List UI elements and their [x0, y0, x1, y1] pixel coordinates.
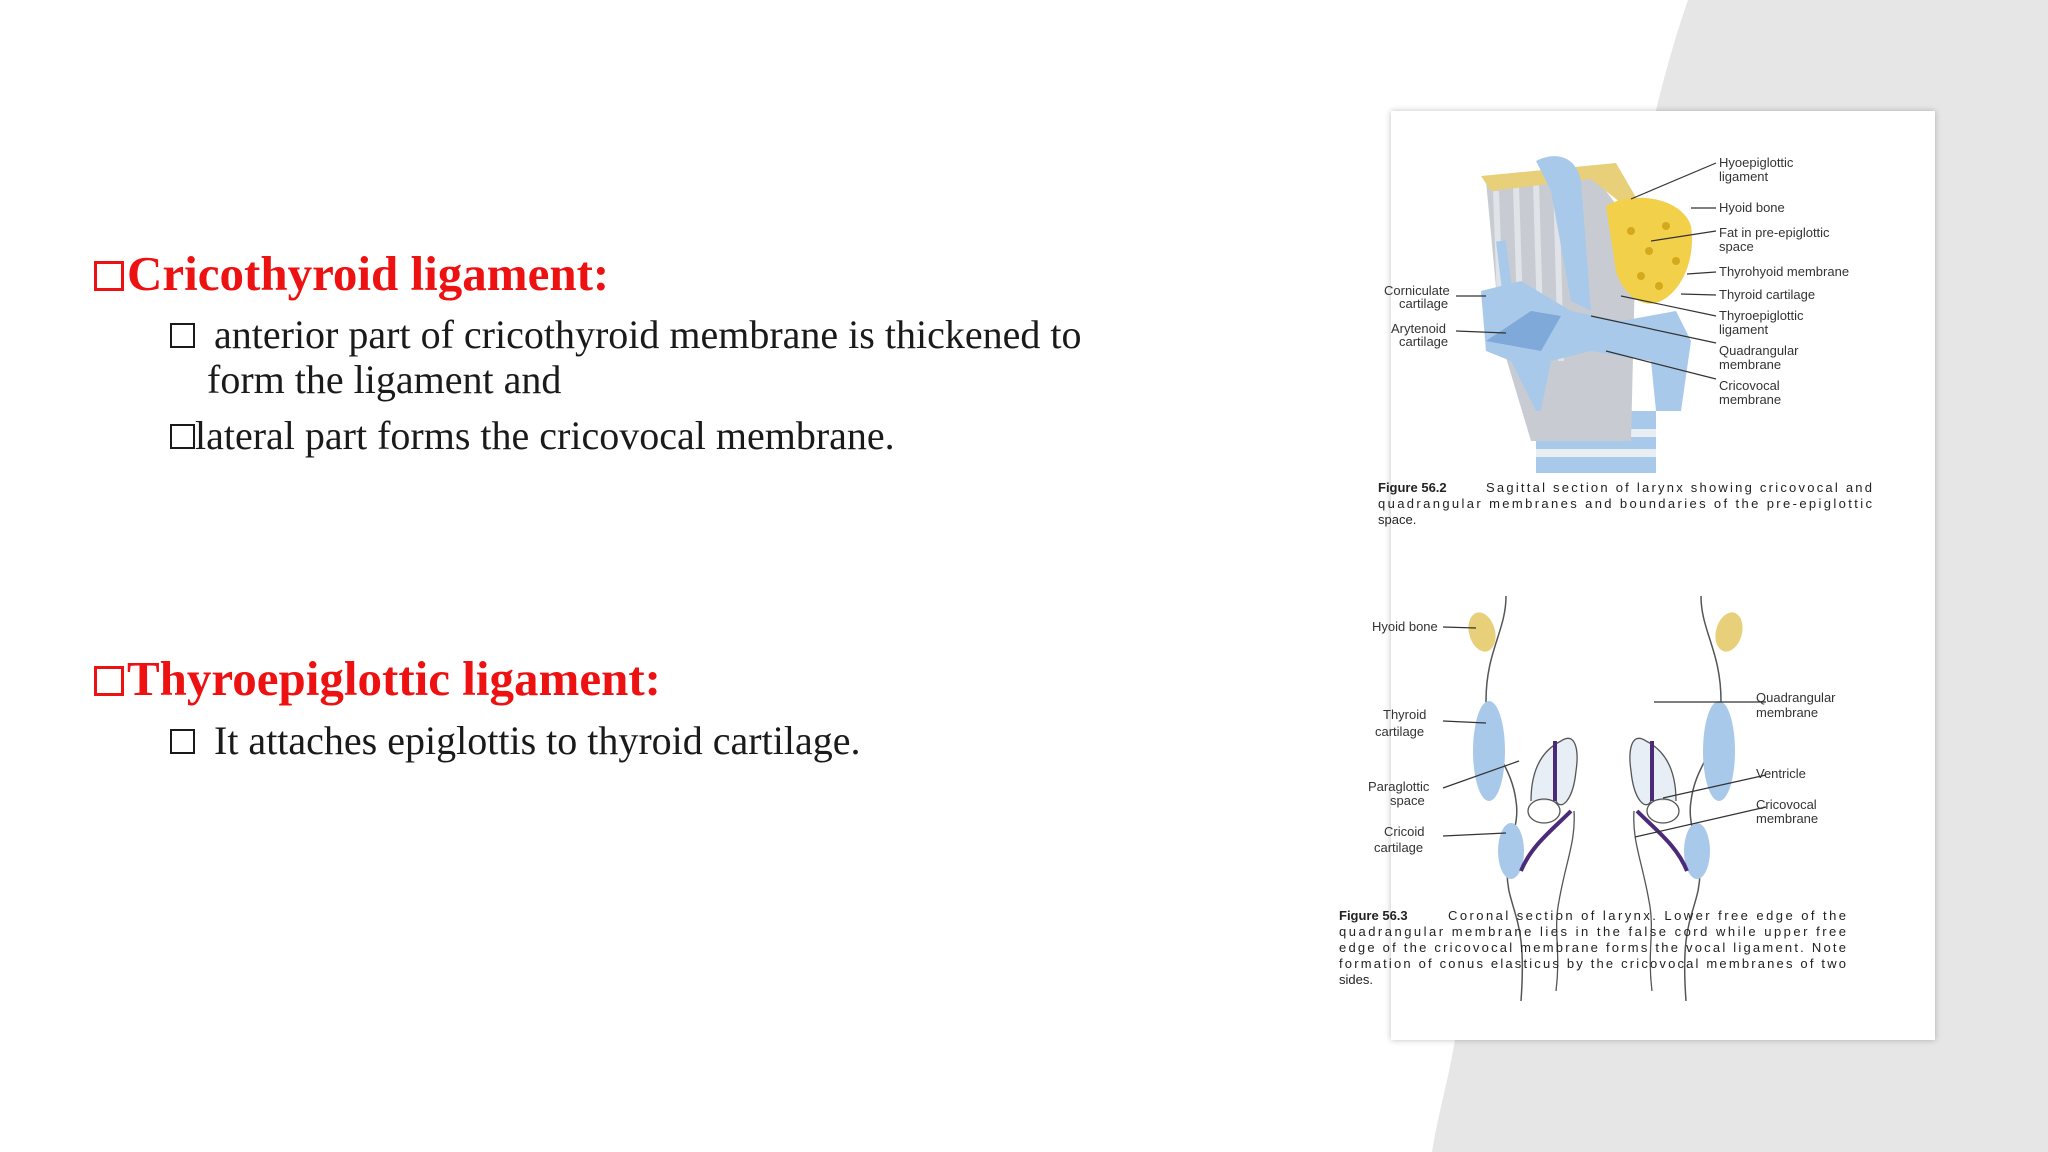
- checkbox-bullet-icon: [170, 424, 195, 449]
- bullet-anterior-part: anterior part of cricothyroid membrane is thickened to form the ligament and: [170, 312, 1081, 402]
- svg-text:cartilage: cartilage: [1374, 840, 1424, 855]
- svg-text:Quadrangular: Quadrangular: [1719, 343, 1799, 358]
- svg-text:membrane: membrane: [1756, 811, 1819, 826]
- larynx-figures: [1339, 111, 1935, 1040]
- svg-text:Ventricle: Ventricle: [1756, 766, 1806, 781]
- svg-text:Corniculate: Corniculate: [1384, 283, 1450, 298]
- cricothyroid-heading: Cricothyroid ligament:: [94, 246, 609, 302]
- svg-text:Quadrangular: Quadrangular: [1756, 690, 1836, 705]
- svg-text:quadrangular membranes and bou: quadrangular membranes and boundaries of the pre-epiglottic: [1378, 496, 1872, 511]
- svg-text:Thyroid: Thyroid: [1383, 707, 1427, 722]
- svg-text:Paraglottic: Paraglottic: [1368, 779, 1430, 794]
- svg-text:cartilage: cartilage: [1375, 724, 1425, 739]
- svg-text:Thyrohyoid membrane: Thyrohyoid membrane: [1719, 264, 1850, 279]
- bullet-attaches-epiglottis: It attaches epiglottis to thyroid cartilage.: [170, 718, 860, 763]
- svg-text:edge of the cricovocal membran: edge of the cricovocal membrane forms the vocal ligament. Note: [1339, 940, 1846, 955]
- svg-text:membrane: membrane: [1719, 392, 1782, 407]
- svg-text:Sagittal section of larynx sho: Sagittal section of larynx showing cricovocal and: [1486, 480, 1872, 495]
- svg-text:Thyroid cartilage: Thyroid cartilage: [1719, 287, 1816, 302]
- svg-text:Figure 56.2: Figure 56.2: [1378, 480, 1447, 495]
- checkbox-bullet-icon: [170, 323, 195, 348]
- svg-text:ligament: ligament: [1719, 322, 1769, 337]
- svg-text:Hyoid bone: Hyoid bone: [1372, 619, 1438, 634]
- svg-text:Coronal section of larynx. Low: Coronal section of larynx. Lower free edge of the: [1448, 908, 1846, 923]
- svg-text:formation of conus elasticus b: formation of conus elasticus by the cricovocal membranes of two: [1339, 956, 1846, 971]
- svg-text:space: space: [1719, 239, 1754, 254]
- sagittal-larynx-illustration: [1384, 155, 1849, 473]
- svg-text:Cricovocal: Cricovocal: [1719, 378, 1780, 393]
- svg-text:Figure 56.3: Figure 56.3: [1339, 908, 1408, 923]
- figure-panel: [1339, 111, 1935, 1040]
- svg-text:Arytenoid: Arytenoid: [1391, 321, 1446, 336]
- svg-text:membrane: membrane: [1756, 705, 1819, 720]
- svg-text:Fat in pre-epiglottic: Fat in pre-epiglottic: [1719, 225, 1830, 240]
- svg-text:cartilage: cartilage: [1399, 334, 1449, 349]
- svg-text:space.: space.: [1378, 512, 1417, 527]
- checkbox-bullet-icon: [94, 261, 124, 291]
- svg-text:Cricoid: Cricoid: [1384, 824, 1425, 839]
- svg-text:sides.: sides.: [1339, 972, 1373, 987]
- svg-text:quadrangular membrane lies in: quadrangular membrane lies in the false cord while upper free: [1339, 924, 1846, 939]
- bullet-lateral-part: lateral part forms the cricovocal membrane.: [170, 413, 895, 458]
- svg-text:Hyoepiglottic: Hyoepiglottic: [1719, 155, 1794, 170]
- svg-text:Hyoid bone: Hyoid bone: [1719, 200, 1785, 215]
- figure-56-2-caption: [1378, 480, 1873, 527]
- svg-text:membrane: membrane: [1719, 357, 1782, 372]
- checkbox-bullet-icon: [170, 729, 195, 754]
- checkbox-bullet-icon: [94, 666, 124, 696]
- figure-56-3-caption: [1339, 908, 1846, 987]
- svg-text:Cricovocal: Cricovocal: [1756, 797, 1817, 812]
- svg-text:ligament: ligament: [1719, 169, 1769, 184]
- thyroepiglottic-heading: Thyroepiglottic ligament:: [94, 651, 661, 707]
- svg-text:cartilage: cartilage: [1399, 296, 1449, 311]
- svg-text:Thyroepiglottic: Thyroepiglottic: [1719, 308, 1804, 323]
- svg-text:space: space: [1390, 793, 1425, 808]
